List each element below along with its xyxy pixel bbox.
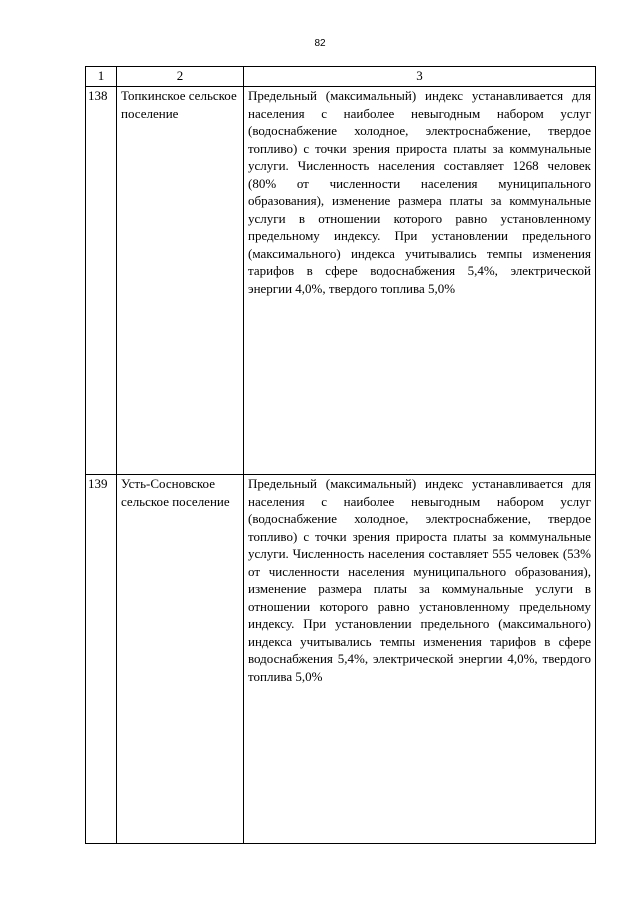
settlement-name: Усть-Сосновское сельское поселение	[117, 475, 244, 844]
table-row	[86, 475, 596, 844]
settlement-name: Топкинское сельское поселение	[117, 87, 244, 475]
column-header-1: 1	[86, 67, 117, 87]
municipal-index-table	[85, 66, 596, 844]
row-number: 138	[86, 87, 117, 475]
page-number: 82	[314, 38, 326, 49]
table-header-row	[86, 67, 596, 87]
row-number: 139	[86, 475, 117, 844]
table-row	[86, 87, 596, 475]
index-description: Предельный (максимальный) индекс устанавливается для населения с наиболее невыгодным набором услуг (водоснабжение холодное, электроснабжение, твердое топливо) с точки зрения прироста платы за коммунальные услуги. Численность населения составляет 1268 человек (80% от численности населения муниципального образования), изменение размера платы за коммунальные услуги в отношении которого равно установленному предельному индексу. При установлении предельного (максимального) индекса учитывались темпы изменения тарифов в сфере водоснабжения 5,4%, электрической энергии 4,0%, твердого топлива 5,0%	[244, 87, 596, 475]
column-header-3: 3	[244, 67, 596, 87]
index-description: Предельный (максимальный) индекс устанавливается для населения с наиболее невыгодным набором услуг (водоснабжение холодное, электроснабжение, твердое топливо) с точки зрения прироста платы за коммунальные услуги. Численность населения составляет 555 человек (53% от численности населения муниципального образования), изменение размера платы за коммунальные услуги в отношении которого равно установленному предельному индексу. При установлении предельного (максимального) индекса учитывались темпы изменения тарифов в сфере водоснабжения 5,4%, электрической энергии 4,0%, твердого топлива 5,0%	[244, 475, 596, 844]
column-header-2: 2	[117, 67, 244, 87]
